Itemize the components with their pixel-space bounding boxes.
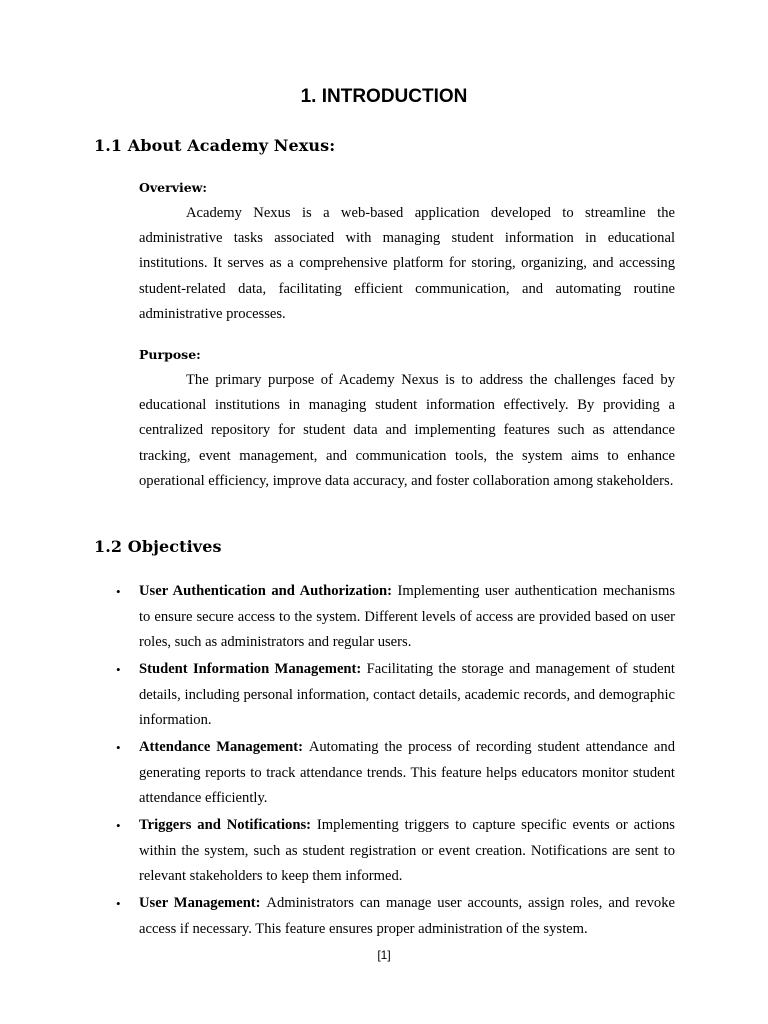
objective-term: User Authentication and Authorization: <box>139 583 398 599</box>
overview-paragraph: Academy Nexus is a web-based application developed to streamline the administrative tasks associated with managing student information in educational institutions. It serves as a comprehensive platform for storing, organizing, and accessing student-related data, facilitating efficient communication, and automating routine administrative processes. <box>139 205 675 322</box>
chapter-title: 1. INTRODUCTION <box>300 86 468 107</box>
objective-item <box>116 579 675 656</box>
objective-item <box>116 891 676 942</box>
bullet-icon: • <box>116 740 121 755</box>
bullet-icon: • <box>116 896 121 911</box>
purpose-paragraph: The primary purpose of Academy Nexus is to address the challenges faced by educational institutions in managing student information effectively. By providing a centralized repository for student data and implementing features such as attendance tracking, event management, and communication tools, the system aims to enhance operational efficiency, improve data accuracy, and foster collaboration among stakeholders. <box>139 372 675 489</box>
section-heading-objectives: 1.2 Objectives <box>94 537 222 556</box>
page-number: [1] <box>377 948 391 962</box>
objective-term: Triggers and Notifications: <box>139 817 317 833</box>
objective-text: Implementing user authentication mechanisms to ensure secure access to the system. Different levels of access are provided based on user roles, such as administrators and regular users. <box>139 583 675 650</box>
objective-item <box>116 735 675 812</box>
objective-text: Implementing triggers to capture specific events or actions within the system, such as student registration or event creation. Notifications are sent to relevant stakeholders to keep them informed. <box>139 817 675 884</box>
overview-heading: Overview: <box>139 180 208 195</box>
section-heading-about: 1.1 About Academy Nexus: <box>94 136 336 155</box>
objective-item <box>116 657 675 734</box>
purpose-heading: Purpose: <box>139 347 201 362</box>
bullet-icon: • <box>116 584 121 599</box>
objectives-list <box>116 579 676 944</box>
objective-term: Student Information Management: <box>139 661 367 677</box>
bullet-icon: • <box>116 662 121 677</box>
objective-text: Administrators can manage user accounts, assign roles, and revoke access if necessary. This feature ensures proper administration of the system. <box>139 895 676 937</box>
objective-item <box>116 813 675 890</box>
objective-text: Automating the process of recording student attendance and generating reports to track attendance trends. This feature helps educators monitor student attendance efficiently. <box>139 739 675 806</box>
bullet-icon: • <box>116 818 121 833</box>
objective-text: Facilitating the storage and management of student details, including personal information, contact details, academic records, and demographic information. <box>139 661 675 728</box>
objective-term: Attendance Management: <box>139 739 309 755</box>
objective-term: User Management: <box>139 895 267 911</box>
